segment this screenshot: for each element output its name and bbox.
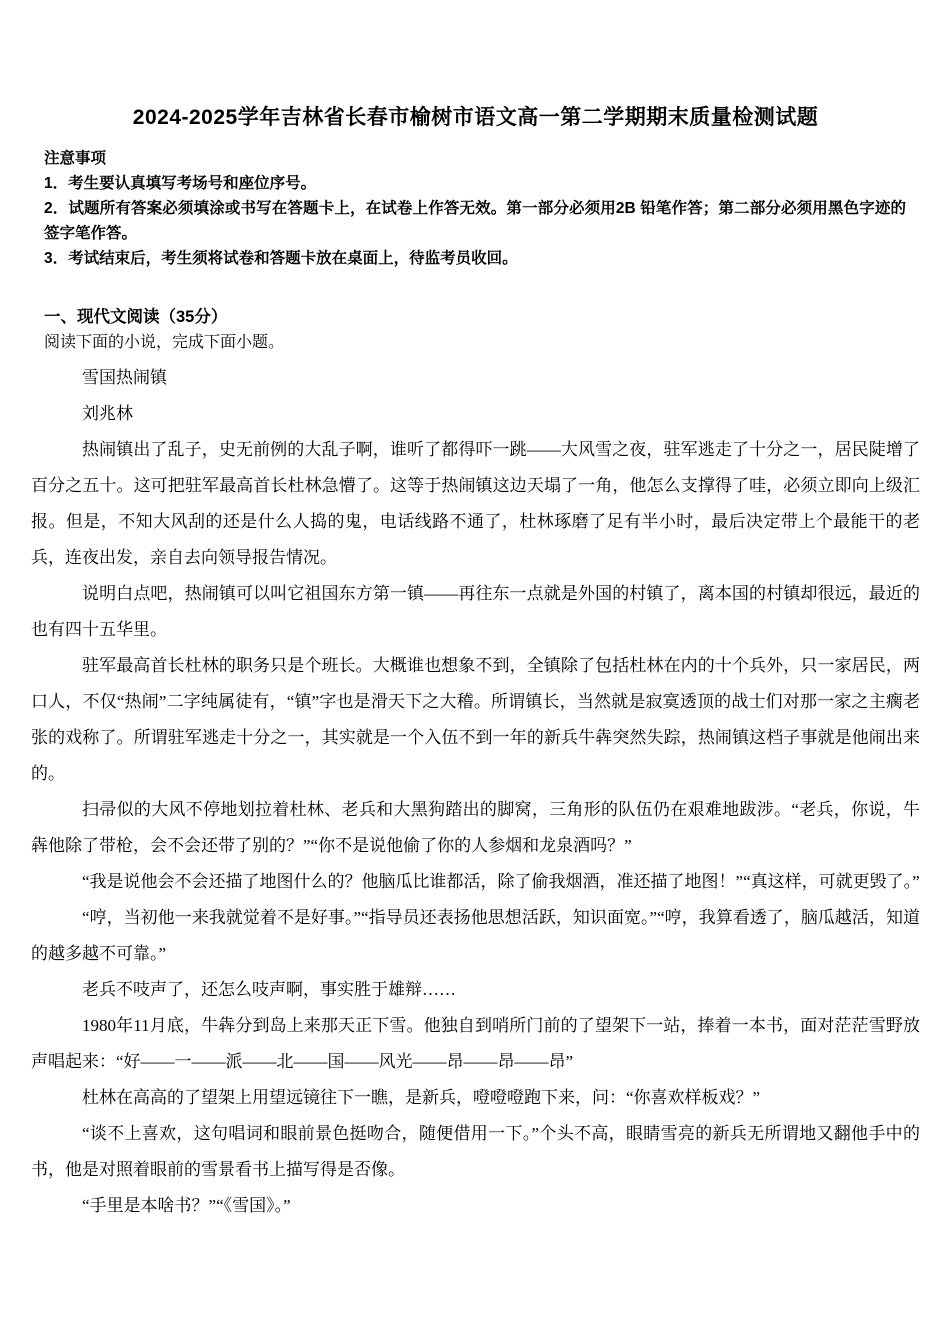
notice-heading: 注意事项	[44, 150, 107, 167]
story-paragraph: 1980年11月底，牛犇分到岛上来那天正下雪。他独自到哨所门前的了望架下一站，捧着一本书，面对茫茫雪野放声唱起来：“好——一——派——北——国——风光——昂——昂——昂”	[31, 1016, 920, 1071]
notice-item: 2．试题所有答案必须填涂或书写在答题卡上，在试卷上作答无效。第一部分必须用2B 铅笔作答；第二部分必须用黑色字迹的签字笔作答。	[44, 200, 906, 242]
story-paragraph: “手里是本啥书？”“《雪国》。”	[82, 1196, 291, 1215]
story-paragraph: “谈不上喜欢，这句唱词和眼前景色挺吻合，随便借用一下。”个头不高，眼睛雪亮的新兵无所谓地又翻他手中的书，他是对照着眼前的雪景看书上描写得是否像。	[31, 1124, 920, 1179]
notice-section	[44, 146, 906, 271]
reading-instruction: 阅读下面的小说，完成下面小题。	[44, 334, 285, 351]
page-title: 2024-2025学年吉林省长春市榆树市语文高一第二学期期末质量检测试题	[132, 106, 819, 129]
story-paragraph: 扫帚似的大风不停地划拉着杜林、老兵和大黑狗踏出的脚窝，三角形的队伍仍在艰难地跋涉。“老兵，你说，牛犇他除了带枪，会不会还带了别的？”“你不是说他偷了你的人参烟和龙泉酒吗？”	[31, 800, 920, 855]
section-heading: 一、现代文阅读（35分）	[44, 308, 228, 326]
story-paragraph: 说明白点吧，热闹镇可以叫它祖国东方第一镇——再往东一点就是外国的村镇了，离本国的村镇却很远，最近的也有四十五华里。	[31, 584, 920, 639]
story-paragraph: 杜林在高高的了望架上用望远镜往下一瞧，是新兵，噔噔噔跑下来，问：“你喜欢样板戏？”	[82, 1088, 761, 1107]
story-author: 刘兆林	[82, 404, 133, 423]
story-paragraph: “哼，当初他一来我就觉着不是好事。”“指导员还表扬他思想活跃，知识面宽。”“哼，我算看透了，脑瓜越活，知道的越多越不可靠。”	[31, 908, 920, 963]
story-paragraph: 驻军最高首长杜林的职务只是个班长。大概谁也想象不到，全镇除了包括杜林在内的十个兵外，只一家居民，两口人，不仅“热闹”二字纯属徒有，“镇”字也是滑天下之大稽。所谓镇长，当然就是寂寞透顶的战士们对那一家之主瘸老张的戏称了。所谓驻军逃走十分之一，其实就是一个入伍不到一年的新兵牛犇突然失踪，热闹镇这档子事就是他闹出来的。	[31, 656, 920, 783]
story-paragraph: “我是说他会不会还描了地图什么的？他脑瓜比谁都活，除了偷我烟酒，准还描了地图！”“真这样，可就更毁了。”	[82, 872, 920, 891]
story-paragraph: 热闹镇出了乱子，史无前例的大乱子啊，谁听了都得吓一跳——大风雪之夜，驻军逃走了十分之一，居民陡增了百分之五十。这可把驻军最高首长杜林急懵了。这等于热闹镇这边天塌了一角，他怎么支撑得了哇，必须立即向上级汇报。但是，不知大风刮的还是什么人捣的鬼，电话线路不通了，杜林琢磨了足有半小时，最后决定带上个最能干的老兵，连夜出发，亲自去向领导报告情况。	[31, 440, 920, 567]
story-paragraph: 老兵不吱声了，还怎么吱声啊，事实胜于雄辩……	[82, 980, 456, 999]
notice-item: 1．考生要认真填写考场号和座位序号。	[44, 175, 317, 192]
notice-item: 3．考试结束后，考生须将试卷和答题卡放在桌面上，待监考员收回。	[44, 250, 518, 267]
story-title: 雪国热闹镇	[82, 368, 167, 387]
story-body	[31, 360, 920, 1224]
